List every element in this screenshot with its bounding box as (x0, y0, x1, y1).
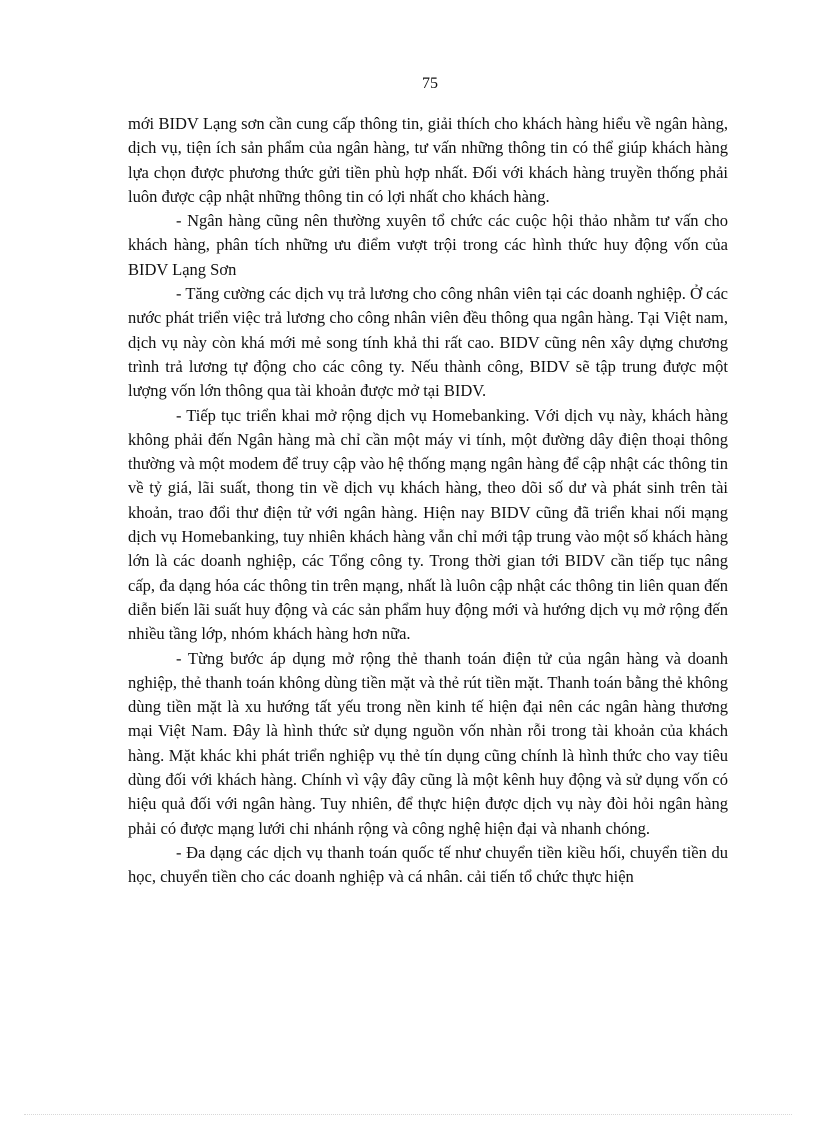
page-bottom-border (24, 1114, 792, 1115)
paragraph-payment-cards: - Từng bước áp dụng mở rộng thẻ thanh toán điện tử của ngân hàng và doanh nghiệp, thẻ thanh toán không dùng tiền mặt và thẻ rút tiền mặt. Thanh toán bằng thẻ không dùng tiền mặt là xu hướng tất yếu trong nền kinh tế hiện đại nên các ngân hàng thương mại Việt Nam. Đây là hình thức sử dụng nguồn vốn nhàn rỗi trong tài khoản của khách hàng. Mặt khác khi phát triển nghiệp vụ thẻ tín dụng cũng chính là hình thức cho vay tiêu dùng đối với khách hàng. Chính vì vậy đây cũng là một kênh huy động và sử dụng vốn có hiệu quả đối với ngân hàng. Tuy nhiên, để thực hiện được dịch vụ này đòi hỏi ngân hàng phải có được mạng lưới chi nhánh rộng và công nghệ hiện đại và nhanh chóng. (128, 648, 728, 838)
paragraph-payroll-services: - Tăng cường các dịch vụ trả lương cho công nhân viên tại các doanh nghiệp. Ở các nước phát triển việc trả lương cho công nhân viên đều thông qua ngân hàng. Tại Việt nam, dịch vụ này còn khá mới mẻ song tính khả thi rất cao. BIDV cũng nên xây dựng chương trình trả lương tự động cho các công ty. Nếu thành công, BIDV sẽ tập trung được một lượng vốn lớn thông qua tài khoản được mở tại BIDV. (128, 284, 728, 401)
page-number: 75 (422, 75, 438, 92)
paragraph-international-payments: - Đa dạng các dịch vụ thanh toán quốc tế như chuyển tiền kiều hối, chuyển tiền du học, chuyển tiền cho các doanh nghiệp và cá nhân. cải tiến tổ chức thực hiện (128, 842, 728, 887)
paragraph-continuation: mới BIDV Lạng sơn cần cung cấp thông tin, giải thích cho khách hàng hiểu về ngân hàng, dịch vụ, tiện ích sản phẩm của ngân hàng, tư vấn những thông tin có thể giúp khách hàng lựa chọn được phương thức gửi tiền phù hợp nhất. Đối với khách hàng truyền thống phải luôn được cập nhật những thông tin có lợi nhất cho khách hàng. (128, 114, 728, 206)
document-body (128, 112, 728, 890)
paragraph-homebanking: - Tiếp tục triển khai mở rộng dịch vụ Homebanking. Với dịch vụ này, khách hàng không phải đến Ngân hàng mà chỉ cần một máy vi tính, một đường dây điện thoại thông thường và một modem để truy cập vào hệ thống mạng ngân hàng để cập nhật các thông tin về tỷ giá, lãi suất, thong tin về dịch vụ khách hàng, theo dõi số dư và phát sinh trên tài khoản, trao đổi thư điện tử với ngân hàng. Hiện nay BIDV cũng đã triển khai nối mạng dịch vụ Homebanking, tuy nhiên khách hàng vẫn chỉ mới tập trung vào một số khách hàng lớn là các doanh nghiệp, các Tổng công ty. Trong thời gian tới BIDV cần tiếp tục nâng cấp, đa dạng hóa các thông tin trên mạng, nhất là luôn cập nhật các thông tin liên quan đến diễn biến lãi suất huy động và các sản phẩm huy động mới và hướng dịch vụ mở rộng đến nhiều tầng lớp, nhóm khách hàng hơn nữa. (128, 405, 728, 644)
paragraph-seminars: - Ngân hàng cũng nên thường xuyên tổ chức các cuộc hội thảo nhằm tư vấn cho khách hàng, phân tích những ưu điểm vượt trội trong các hình thức huy động vốn của BIDV Lạng Sơn (128, 211, 728, 279)
